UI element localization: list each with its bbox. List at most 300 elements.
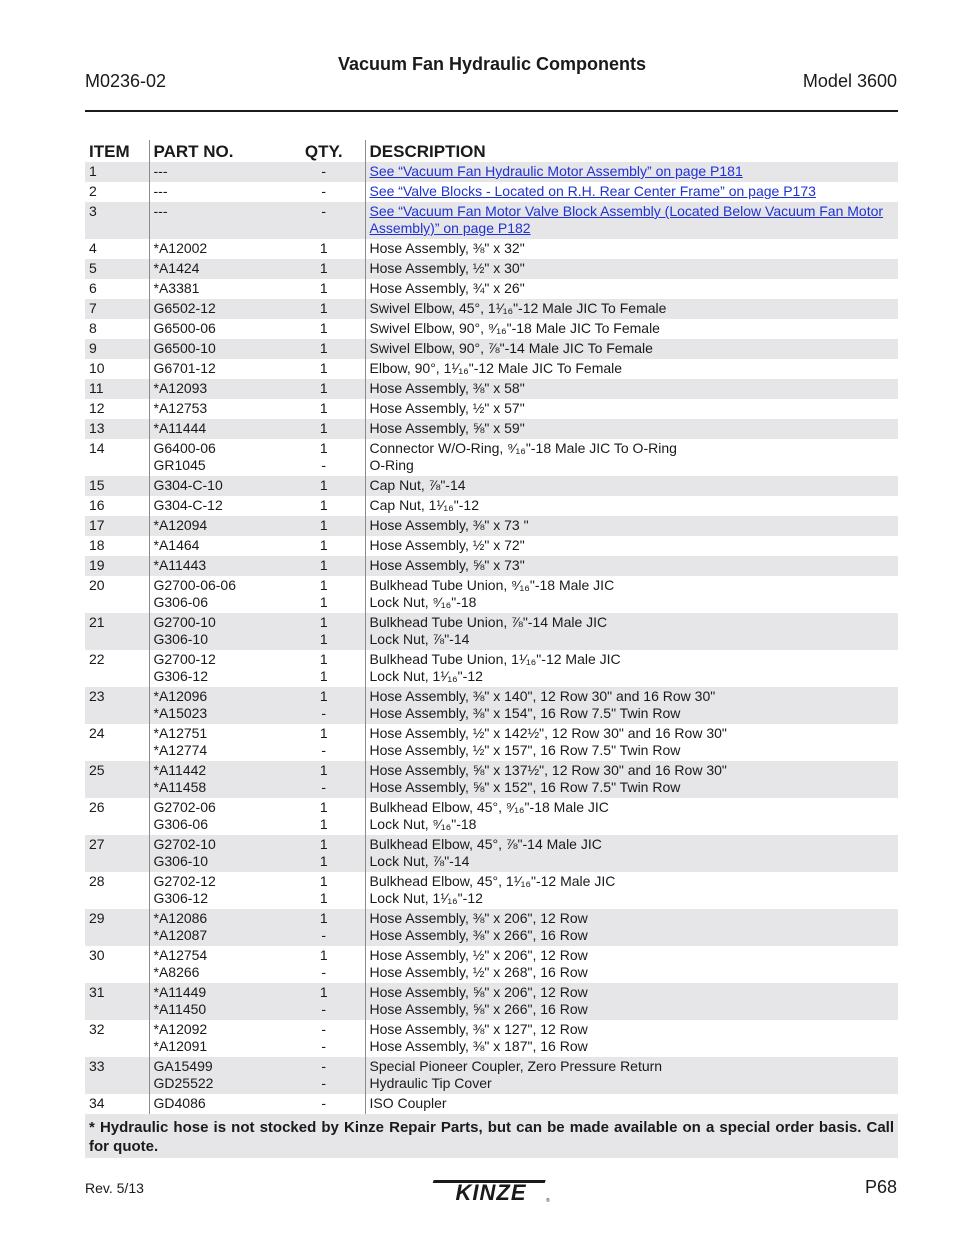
item-number: 21 bbox=[89, 614, 105, 630]
description: Hose Assembly, ⅜" x 58" bbox=[369, 380, 525, 396]
part-number-cell bbox=[149, 339, 283, 359]
part-number: --- bbox=[153, 163, 168, 179]
table-row bbox=[85, 798, 898, 835]
description-cell bbox=[365, 983, 898, 1020]
part-number: *A1424 bbox=[153, 260, 200, 276]
description: Hose Assembly, ⅜" x 73 " bbox=[369, 517, 529, 533]
part-number-cell bbox=[149, 239, 283, 259]
quantity-cell bbox=[283, 1020, 365, 1057]
quantity: 1 bbox=[319, 816, 328, 832]
quantity: 1 bbox=[319, 517, 328, 533]
quantity: 1 bbox=[319, 853, 328, 869]
item-number: 27 bbox=[89, 836, 105, 852]
quantity-cell bbox=[283, 439, 365, 476]
quantity: - bbox=[321, 1095, 327, 1111]
description-cell bbox=[365, 1020, 898, 1057]
description: Hose Assembly, ⅜" x 187", 16 Row bbox=[369, 1038, 588, 1054]
quantity: 1 bbox=[319, 614, 328, 630]
item-number: 7 bbox=[89, 300, 97, 316]
quantity-cell bbox=[283, 613, 365, 650]
part-number-cell bbox=[149, 650, 283, 687]
item-number-cell bbox=[85, 536, 149, 556]
description-cell bbox=[365, 339, 898, 359]
part-number: G2700-12 bbox=[153, 651, 216, 667]
item-number: 19 bbox=[89, 557, 105, 573]
quantity-cell bbox=[283, 761, 365, 798]
table-row bbox=[85, 576, 898, 613]
description-cell bbox=[365, 872, 898, 909]
table-row bbox=[85, 687, 898, 724]
part-number-cell bbox=[149, 516, 283, 536]
part-number: --- bbox=[153, 203, 168, 219]
revision-date: Rev. 5/13 bbox=[85, 1180, 144, 1196]
part-number-cell bbox=[149, 1057, 283, 1094]
description-cell bbox=[365, 202, 898, 239]
table-row bbox=[85, 379, 898, 399]
part-number: G306-10 bbox=[153, 853, 208, 869]
model-name: Model 3600 bbox=[802, 71, 897, 91]
page-reference-link[interactable]: See “Vacuum Fan Hydraulic Motor Assembly” on page P181 bbox=[369, 163, 743, 179]
description-cell bbox=[365, 536, 898, 556]
description: Hose Assembly, ½" x 268", 16 Row bbox=[369, 964, 588, 980]
quantity: 1 bbox=[319, 762, 328, 778]
description-cell bbox=[365, 835, 898, 872]
item-number: 32 bbox=[89, 1021, 105, 1037]
description-cell bbox=[365, 556, 898, 576]
table-row bbox=[85, 1057, 898, 1094]
part-number: G2702-10 bbox=[153, 836, 216, 852]
part-number-cell bbox=[149, 761, 283, 798]
item-number: 3 bbox=[89, 203, 97, 219]
quantity-cell bbox=[283, 182, 365, 202]
description-cell bbox=[365, 399, 898, 419]
item-number-cell bbox=[85, 279, 149, 299]
item-number-cell bbox=[85, 299, 149, 319]
part-number: G2700-10 bbox=[153, 614, 216, 630]
quantity-cell bbox=[283, 419, 365, 439]
part-number-cell bbox=[149, 613, 283, 650]
description: Hose Assembly, ⅜" x 127", 12 Row bbox=[369, 1021, 588, 1037]
part-number: *A12096 bbox=[153, 688, 208, 704]
quantity: 1 bbox=[319, 260, 328, 276]
description: Bulkhead Elbow, 45°, 1¹⁄₁₆"-12 Male JIC bbox=[369, 873, 616, 889]
quantity: 1 bbox=[319, 799, 328, 815]
item-number-cell bbox=[85, 399, 149, 419]
part-number: *A12092 bbox=[153, 1021, 208, 1037]
table-row bbox=[85, 983, 898, 1020]
column-header-qty: QTY. bbox=[304, 142, 343, 161]
description: Hose Assembly, ⅝" x 59" bbox=[369, 420, 525, 436]
item-number: 31 bbox=[89, 984, 105, 1000]
table-row bbox=[85, 359, 898, 379]
item-number-cell bbox=[85, 202, 149, 239]
quantity: 1 bbox=[319, 240, 328, 256]
table-row bbox=[85, 724, 898, 761]
part-number: *A12774 bbox=[153, 742, 208, 758]
description-cell bbox=[365, 516, 898, 536]
description-cell bbox=[365, 687, 898, 724]
item-number: 4 bbox=[89, 240, 97, 256]
table-row bbox=[85, 399, 898, 419]
part-number-cell bbox=[149, 299, 283, 319]
part-number: --- bbox=[153, 183, 168, 199]
part-number: G6500-06 bbox=[153, 320, 216, 336]
part-number: G6500-10 bbox=[153, 340, 216, 356]
item-number: 14 bbox=[89, 440, 105, 456]
item-number-cell bbox=[85, 1094, 149, 1114]
quantity: 1 bbox=[319, 557, 328, 573]
part-number-cell bbox=[149, 835, 283, 872]
part-number-cell bbox=[149, 439, 283, 476]
item-number: 13 bbox=[89, 420, 105, 436]
quantity: 1 bbox=[319, 836, 328, 852]
description: Bulkhead Tube Union, ⅞"-14 Male JIC bbox=[369, 614, 608, 630]
part-number-cell bbox=[149, 476, 283, 496]
item-number: 30 bbox=[89, 947, 105, 963]
quantity-cell bbox=[283, 339, 365, 359]
parts-table-body bbox=[85, 162, 898, 1114]
quantity: - bbox=[321, 742, 327, 758]
description: Cap Nut, 1¹⁄₁₆"-12 bbox=[369, 497, 479, 513]
description: Swivel Elbow, 90°, ⅞"-14 Male JIC To Female bbox=[369, 340, 653, 356]
quantity-cell bbox=[283, 724, 365, 761]
table-row bbox=[85, 516, 898, 536]
svg-text:®: ® bbox=[546, 1198, 550, 1204]
item-number: 6 bbox=[89, 280, 97, 296]
quantity: 1 bbox=[319, 497, 328, 513]
part-number: G306-12 bbox=[153, 890, 208, 906]
part-number-cell bbox=[149, 1020, 283, 1057]
table-row bbox=[85, 339, 898, 359]
quantity: - bbox=[321, 964, 327, 980]
item-number-cell bbox=[85, 576, 149, 613]
table-row bbox=[85, 162, 898, 182]
part-number-cell bbox=[149, 279, 283, 299]
description-cell bbox=[365, 379, 898, 399]
item-number-cell bbox=[85, 798, 149, 835]
quantity: 1 bbox=[319, 890, 328, 906]
item-number-cell bbox=[85, 1057, 149, 1094]
part-number-cell bbox=[149, 556, 283, 576]
quantity: - bbox=[321, 779, 327, 795]
description: Hose Assembly, ⅜" x 140", 12 Row 30" and 16 Row 30" bbox=[369, 688, 716, 704]
description: Connector W/O-Ring, ⁹⁄₁₆"-18 Male JIC To O-Ring bbox=[369, 440, 677, 456]
quantity-cell bbox=[283, 536, 365, 556]
description: Cap Nut, ⅞"-14 bbox=[369, 477, 466, 493]
description: Hose Assembly, ⅝" x 137½", 12 Row 30" and 16 Row 30" bbox=[369, 762, 727, 778]
table-row bbox=[85, 419, 898, 439]
description: Hose Assembly, ⅝" x 73" bbox=[369, 557, 525, 573]
quantity: 1 bbox=[319, 280, 328, 296]
quantity-cell bbox=[283, 319, 365, 339]
quantity-cell bbox=[283, 1057, 365, 1094]
quantity: 1 bbox=[319, 477, 328, 493]
description: Hose Assembly, ⅝" x 206", 12 Row bbox=[369, 984, 588, 1000]
part-number: GD4086 bbox=[153, 1095, 206, 1111]
item-number-cell bbox=[85, 439, 149, 476]
description-cell bbox=[365, 162, 898, 182]
description-cell bbox=[365, 299, 898, 319]
table-row bbox=[85, 761, 898, 798]
quantity: - bbox=[321, 457, 327, 473]
description-cell bbox=[365, 1057, 898, 1094]
table-row bbox=[85, 946, 898, 983]
part-number: *A12094 bbox=[153, 517, 208, 533]
quantity: 1 bbox=[319, 420, 328, 436]
item-number-cell bbox=[85, 476, 149, 496]
page-reference-link[interactable]: See “Valve Blocks - Located on R.H. Rear Center Frame” on page P173 bbox=[369, 183, 816, 199]
item-number-cell bbox=[85, 359, 149, 379]
quantity: - bbox=[321, 163, 327, 179]
kinze-logo bbox=[432, 1176, 550, 1204]
quantity-cell bbox=[283, 239, 365, 259]
page-reference-link[interactable]: See “Vacuum Fan Motor Valve Block Assembly (Located Below Vacuum Fan Motor Assembly)” on page P182 bbox=[369, 203, 884, 236]
item-number: 28 bbox=[89, 873, 105, 889]
description: Lock Nut, ⅞"-14 bbox=[369, 631, 470, 647]
item-number-cell bbox=[85, 239, 149, 259]
description: Lock Nut, ⁹⁄₁₆"-18 bbox=[369, 816, 477, 832]
part-number-cell bbox=[149, 536, 283, 556]
item-number-cell bbox=[85, 182, 149, 202]
part-number: *A3381 bbox=[153, 280, 200, 296]
table-row bbox=[85, 239, 898, 259]
part-number-cell bbox=[149, 724, 283, 761]
quantity: 1 bbox=[319, 947, 328, 963]
quantity: - bbox=[321, 705, 327, 721]
description: Hose Assembly, ½" x 157", 16 Row 7.5" Twin Row bbox=[369, 742, 681, 758]
table-row bbox=[85, 1020, 898, 1057]
quantity: 1 bbox=[319, 380, 328, 396]
quantity-cell bbox=[283, 909, 365, 946]
item-number-cell bbox=[85, 516, 149, 536]
footnote-row bbox=[85, 1114, 898, 1158]
item-number: 34 bbox=[89, 1095, 105, 1111]
quantity: 1 bbox=[319, 320, 328, 336]
part-number: GD25522 bbox=[153, 1075, 214, 1091]
quantity-cell bbox=[283, 835, 365, 872]
quantity: - bbox=[321, 1038, 327, 1054]
part-number: G2702-12 bbox=[153, 873, 216, 889]
description: Swivel Elbow, 45°, 1¹⁄₁₆"-12 Male JIC To Female bbox=[369, 300, 667, 316]
document-number: M0236-02 bbox=[85, 71, 167, 91]
description-cell bbox=[365, 359, 898, 379]
description: Hose Assembly, ¾" x 26" bbox=[369, 280, 525, 296]
part-number-cell bbox=[149, 983, 283, 1020]
table-row bbox=[85, 872, 898, 909]
description: O-Ring bbox=[369, 457, 414, 473]
quantity: 1 bbox=[319, 984, 328, 1000]
description-cell bbox=[365, 761, 898, 798]
quantity: - bbox=[321, 1058, 327, 1074]
table-row bbox=[85, 182, 898, 202]
quantity: - bbox=[321, 927, 327, 943]
description: Hose Assembly, ⅜" x 206", 12 Row bbox=[369, 910, 588, 926]
table-row bbox=[85, 439, 898, 476]
description-cell bbox=[365, 239, 898, 259]
quantity-cell bbox=[283, 983, 365, 1020]
item-number: 24 bbox=[89, 725, 105, 741]
parts-table bbox=[85, 140, 898, 1158]
table-row bbox=[85, 650, 898, 687]
part-number-cell bbox=[149, 798, 283, 835]
quantity: 1 bbox=[319, 440, 328, 456]
quantity: 1 bbox=[319, 537, 328, 553]
part-number: *A8266 bbox=[153, 964, 200, 980]
part-number: *A12091 bbox=[153, 1038, 208, 1054]
quantity-cell bbox=[283, 279, 365, 299]
table-header-row bbox=[85, 140, 898, 162]
quantity-cell bbox=[283, 399, 365, 419]
quantity: 1 bbox=[319, 668, 328, 684]
part-number: G2702-06 bbox=[153, 799, 216, 815]
column-header-part-no: PART NO. bbox=[149, 140, 283, 162]
description-cell bbox=[365, 182, 898, 202]
item-number-cell bbox=[85, 872, 149, 909]
description-cell bbox=[365, 476, 898, 496]
quantity-cell bbox=[283, 872, 365, 909]
item-number: 9 bbox=[89, 340, 97, 356]
description-cell bbox=[365, 650, 898, 687]
table-row bbox=[85, 496, 898, 516]
description: Hose Assembly, ⅝" x 152", 16 Row 7.5" Twin Row bbox=[369, 779, 681, 795]
header-rule bbox=[85, 110, 898, 112]
part-number: *A12093 bbox=[153, 380, 208, 396]
item-number: 16 bbox=[89, 497, 105, 513]
description: Hose Assembly, ½" x 30" bbox=[369, 260, 525, 276]
part-number: *A12751 bbox=[153, 725, 208, 741]
quantity: 1 bbox=[319, 360, 328, 376]
quantity-cell bbox=[283, 687, 365, 724]
part-number: *A1464 bbox=[153, 537, 200, 553]
table-row bbox=[85, 613, 898, 650]
part-number: *A12753 bbox=[153, 400, 208, 416]
item-number-cell bbox=[85, 339, 149, 359]
table-row bbox=[85, 319, 898, 339]
part-number: *A11444 bbox=[153, 420, 207, 436]
table-row bbox=[85, 536, 898, 556]
quantity-cell bbox=[283, 202, 365, 239]
description: Hose Assembly, ⅝" x 266", 16 Row bbox=[369, 1001, 588, 1017]
item-number: 33 bbox=[89, 1058, 105, 1074]
description-cell bbox=[365, 576, 898, 613]
quantity-cell bbox=[283, 1094, 365, 1114]
description: Hose Assembly, ½" x 72" bbox=[369, 537, 525, 553]
item-number-cell bbox=[85, 419, 149, 439]
item-number: 1 bbox=[89, 163, 97, 179]
part-number: G6701-12 bbox=[153, 360, 216, 376]
part-number-cell bbox=[149, 162, 283, 182]
quantity: 1 bbox=[319, 910, 328, 926]
part-number: G306-12 bbox=[153, 668, 208, 684]
item-number: 20 bbox=[89, 577, 105, 593]
quantity: 1 bbox=[319, 300, 328, 316]
description-cell bbox=[365, 909, 898, 946]
item-number: 25 bbox=[89, 762, 105, 778]
quantity-cell bbox=[283, 556, 365, 576]
part-number: GA15499 bbox=[153, 1058, 213, 1074]
table-row bbox=[85, 909, 898, 946]
item-number: 2 bbox=[89, 183, 97, 199]
item-number: 26 bbox=[89, 799, 105, 815]
item-number: 17 bbox=[89, 517, 105, 533]
item-number-cell bbox=[85, 650, 149, 687]
part-number: G6400-06 bbox=[153, 440, 216, 456]
table-row bbox=[85, 556, 898, 576]
part-number: *A12002 bbox=[153, 240, 208, 256]
quantity: 1 bbox=[319, 725, 328, 741]
item-number-cell bbox=[85, 379, 149, 399]
quantity-cell bbox=[283, 476, 365, 496]
item-number-cell bbox=[85, 496, 149, 516]
description: Swivel Elbow, 90°, ⁹⁄₁₆"-18 Male JIC To Female bbox=[369, 320, 660, 336]
item-number: 11 bbox=[89, 380, 104, 396]
part-number-cell bbox=[149, 909, 283, 946]
part-number: *A11449 bbox=[153, 984, 207, 1000]
part-number: G304-C-12 bbox=[153, 497, 223, 513]
description: Lock Nut, ⁹⁄₁₆"-18 bbox=[369, 594, 477, 610]
part-number-cell bbox=[149, 687, 283, 724]
part-number: *A11450 bbox=[153, 1001, 207, 1017]
quantity: - bbox=[321, 1001, 327, 1017]
part-number: G306-06 bbox=[153, 594, 208, 610]
item-number: 18 bbox=[89, 537, 105, 553]
part-number: *A11442 bbox=[153, 762, 207, 778]
footnote: * Hydraulic hose is not stocked by Kinze Repair Parts, but can be made available on a special order basis. Call for quote. bbox=[85, 1114, 898, 1158]
description: Bulkhead Elbow, 45°, ⅞"-14 Male JIC bbox=[369, 836, 602, 852]
quantity: 1 bbox=[319, 577, 328, 593]
quantity-cell bbox=[283, 359, 365, 379]
quantity: - bbox=[321, 1021, 327, 1037]
quantity-cell bbox=[283, 946, 365, 983]
description-cell bbox=[365, 613, 898, 650]
part-number: *A15023 bbox=[153, 705, 208, 721]
description-cell bbox=[365, 946, 898, 983]
item-number: 8 bbox=[89, 320, 97, 336]
part-number-cell bbox=[149, 259, 283, 279]
quantity: - bbox=[321, 183, 327, 199]
item-number: 12 bbox=[89, 400, 105, 416]
description: Bulkhead Tube Union, ⁹⁄₁₆"-18 Male JIC bbox=[369, 577, 615, 593]
quantity-cell bbox=[283, 259, 365, 279]
description: Hose Assembly, ½" x 142½", 12 Row 30" and 16 Row 30" bbox=[369, 725, 727, 741]
item-number-cell bbox=[85, 319, 149, 339]
part-number: G306-10 bbox=[153, 631, 208, 647]
description: Lock Nut, 1¹⁄₁₆"-12 bbox=[369, 890, 483, 906]
page-title: Vacuum Fan Hydraulic Components bbox=[337, 54, 647, 74]
item-number: 29 bbox=[89, 910, 105, 926]
quantity-cell bbox=[283, 798, 365, 835]
description: Hose Assembly, ⅜" x 154", 16 Row 7.5" Twin Row bbox=[369, 705, 681, 721]
quantity-cell bbox=[283, 576, 365, 613]
description-cell bbox=[365, 419, 898, 439]
quantity-cell bbox=[283, 516, 365, 536]
quantity: 1 bbox=[319, 873, 328, 889]
part-number: G6502-12 bbox=[153, 300, 216, 316]
item-number: 5 bbox=[89, 260, 97, 276]
quantity: 1 bbox=[319, 594, 328, 610]
part-number-cell bbox=[149, 576, 283, 613]
part-number: GR1045 bbox=[153, 457, 206, 473]
part-number-cell bbox=[149, 359, 283, 379]
part-number-cell bbox=[149, 182, 283, 202]
part-number: *A12087 bbox=[153, 927, 208, 943]
item-number-cell bbox=[85, 687, 149, 724]
item-number-cell bbox=[85, 946, 149, 983]
part-number: *A12086 bbox=[153, 910, 208, 926]
item-number: 22 bbox=[89, 651, 105, 667]
description-cell bbox=[365, 724, 898, 761]
column-header-item: ITEM bbox=[89, 142, 130, 161]
